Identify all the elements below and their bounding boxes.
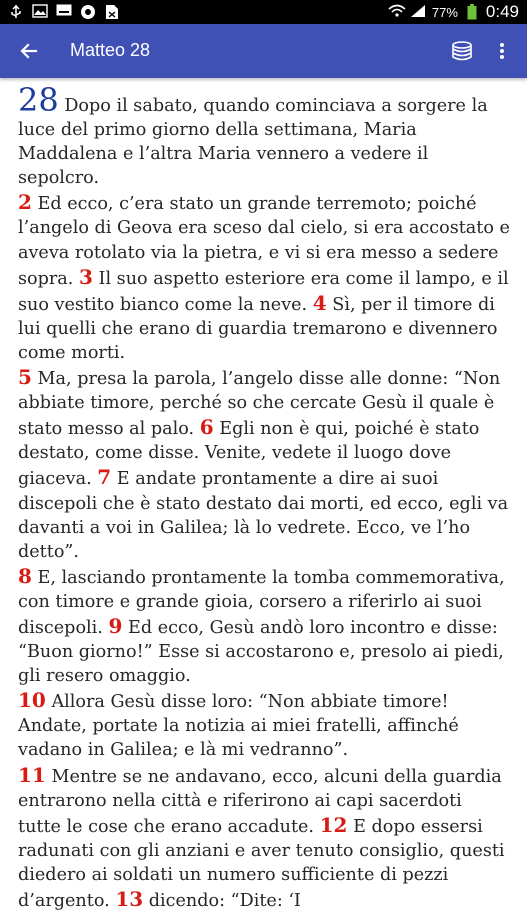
verse-number[interactable]: 3 bbox=[78, 264, 93, 289]
verse-number[interactable]: 11 bbox=[18, 762, 46, 787]
wifi-icon bbox=[388, 4, 404, 20]
clock: 0:49 bbox=[485, 2, 519, 21]
signal-icon bbox=[410, 4, 426, 20]
keyboard-icon bbox=[56, 4, 72, 20]
verse-text: Allora Gesù disse loro: “Non abbiate timore! Andate, portate la notizia ai miei fratelli, affinché vadano in Galilea; e là mi vedranno”. bbox=[18, 692, 459, 761]
chapter-number: 28 bbox=[18, 81, 59, 119]
verse-number[interactable]: 8 bbox=[18, 563, 32, 588]
verse-number[interactable]: 9 bbox=[108, 613, 123, 638]
arrow-back-icon bbox=[20, 42, 38, 60]
verse-number[interactable]: 4 bbox=[312, 290, 327, 315]
page-title: Matteo 28 bbox=[70, 40, 151, 60]
verse-text: Ed ecco, Gesù andò loro incontro e disse: “Buon giorno!” Esse si accostarono e, presolo ai piedi, gli resero omaggio. bbox=[18, 617, 504, 687]
database-icon bbox=[451, 41, 473, 61]
verse-text: Mentre se ne andavano, ecco, alcuni della guardia entrarono nella città e riferirono ai capi sacerdoti tutte le cose che erano accadute. bbox=[18, 766, 502, 837]
chapter-text bbox=[18, 81, 510, 913]
battery-percent: 77% bbox=[431, 4, 458, 20]
verse-number[interactable]: 7 bbox=[97, 465, 112, 490]
verse-text: Ed ecco, c’era stato un grande terremoto; poiché l’angelo di Geova era sceso dal cielo, si era accostato e aveva rotolato via la pietra, e vi si era messo a sedere sopra. bbox=[18, 194, 510, 289]
database-button[interactable] bbox=[449, 38, 475, 64]
verse-text: Egli non è qui, poiché è stato destato, come disse. Venite, vedete il luogo dove giaceva. bbox=[18, 419, 480, 490]
usb-icon bbox=[8, 4, 24, 20]
verse-text: E dopo essersi radunati con gli anziani e aver tenuto consiglio, questi diedero ai soldati un numero sufficiente di pezzi d’argento. bbox=[18, 816, 505, 911]
verse-text: Sì, per il timore di lui quelli che erano di guardia tremarono e divennero come morti. bbox=[18, 294, 498, 363]
verse-text: E andate prontamente a dire ai suoi discepoli che è stato destato dai morti, ed ecco, egli va davanti a voi in Galilea; là lo vedrete. Ecco, ve l’ho detto”. bbox=[18, 469, 509, 562]
verse-number[interactable]: 2 bbox=[18, 190, 32, 215]
chrome-icon bbox=[80, 4, 96, 20]
verse-text: E, lasciando prontamente la tomba commemorativa, con timore e grande gioia, corsero a riferirlo ai suoi discepoli. bbox=[18, 567, 505, 638]
image-icon bbox=[32, 4, 48, 20]
verse-text: Dopo il sabato, quando cominciava a sorgere la luce del primo giorno della settimana, Maria Maddalena e l’altra Maria vennero a vedere il sepolcro. bbox=[18, 96, 488, 189]
more-vert-icon bbox=[499, 42, 505, 60]
verse-number[interactable]: 5 bbox=[18, 365, 32, 390]
status-bar bbox=[0, 0, 527, 24]
verse-number[interactable]: 6 bbox=[199, 415, 214, 440]
verse-text: Ma, presa la parola, l’angelo disse alle donne: “Non abbiate timore, perché so che cercate Gesù il quale è stato messo al palo. bbox=[18, 369, 501, 440]
back-button[interactable] bbox=[14, 36, 44, 66]
verse-number[interactable]: 12 bbox=[319, 812, 348, 837]
verse-number[interactable]: 10 bbox=[18, 688, 46, 713]
app-bar bbox=[0, 24, 527, 78]
verse-number[interactable]: 13 bbox=[115, 887, 144, 911]
battery-icon bbox=[464, 4, 480, 20]
verse-text: dicendo: “Dite: ‘I bbox=[148, 891, 301, 911]
verse-text: Il suo aspetto esteriore era come il lampo, e il suo vestito bianco come la neve. bbox=[18, 268, 509, 315]
overflow-menu-button[interactable] bbox=[489, 38, 515, 64]
file-icon bbox=[104, 4, 120, 20]
